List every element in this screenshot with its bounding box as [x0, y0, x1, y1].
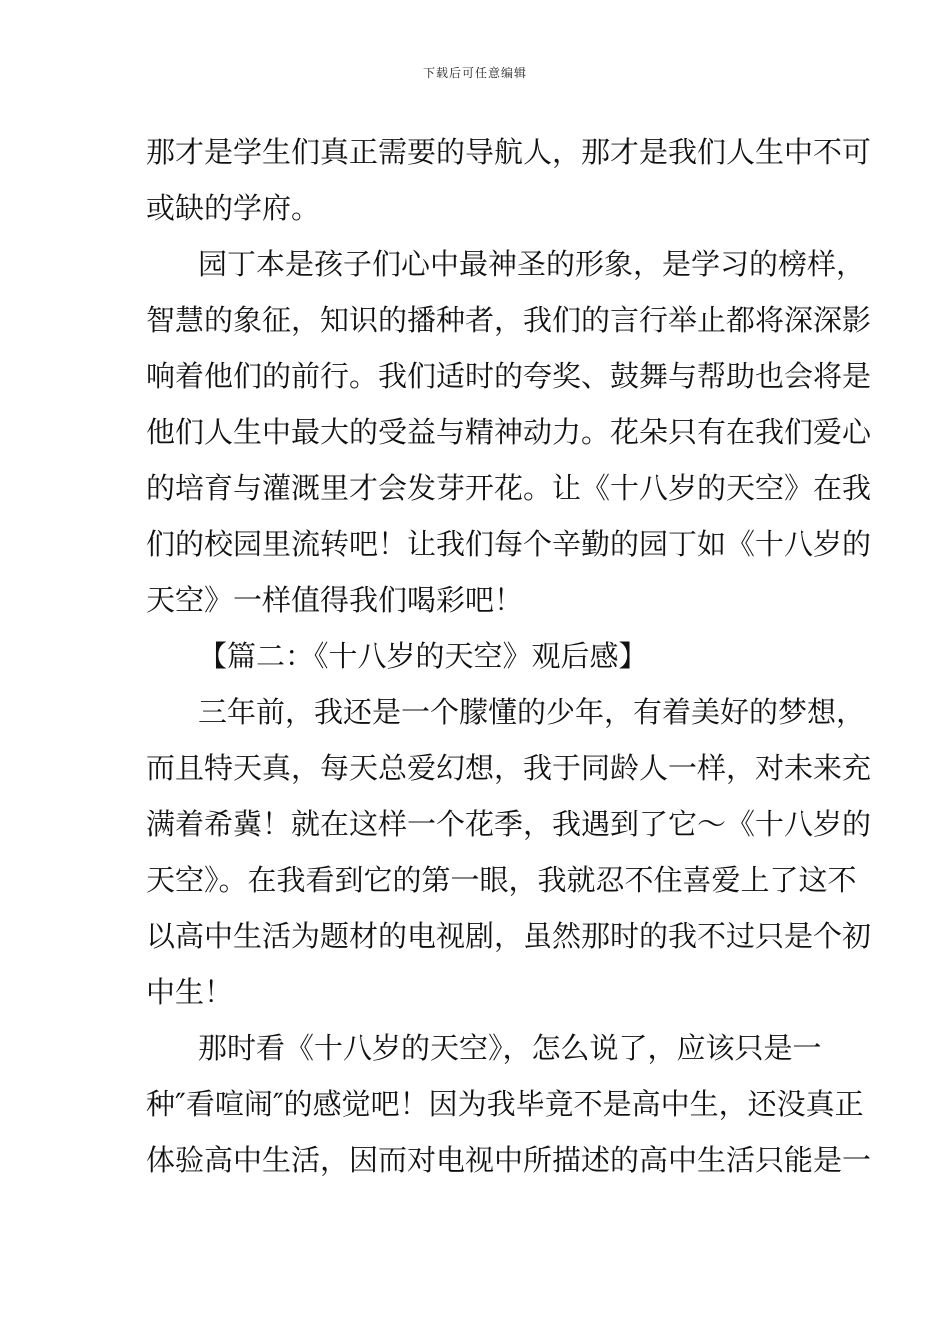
paragraph-line: 的培育与灌溉里才会发芽开花。让《十八岁的天空》在我: [146, 471, 872, 505]
paragraph-line: 天空》。在我看到它的第一眼，我就忍不住喜爱上了这不: [146, 863, 857, 897]
document-body: [146, 124, 872, 1188]
paragraph-line: 那时看《十八岁的天空》，怎么说了，应该只是一: [198, 1031, 822, 1065]
paragraph-line: 而且特天真，每天总爱幻想，我于同龄人一样，对未来充: [146, 751, 872, 785]
paragraph-line: 中生！: [146, 975, 234, 1009]
paragraph-line: 们的校园里流转吧！让我们每个辛勤的园丁如《十八岁的: [146, 527, 872, 561]
header-note: 下载后可任意编辑: [422, 66, 527, 80]
paragraph-line: 或缺的学府。: [146, 191, 321, 225]
paragraph-line: 园丁本是孩子们心中最神圣的形象，是学习的榜样，: [198, 247, 866, 281]
paragraph-line: 那才是学生们真正需要的导航人，那才是我们人生中不可: [146, 135, 872, 169]
paragraph-line: 响着他们的前行。我们适时的夸奖、鼓舞与帮助也会将是: [146, 359, 872, 393]
paragraph-line: 他们人生中最大的受益与精神动力。花朵只有在我们爱心: [146, 415, 872, 449]
paragraph-line: 以高中生活为题材的电视剧，虽然那时的我不过只是个初: [146, 919, 872, 953]
paragraph-line: 种″看喧闹″的感觉吧！因为我毕竟不是高中生，还没真正: [146, 1087, 864, 1121]
paragraph-line: 天空》一样值得我们喝彩吧！: [146, 583, 524, 617]
paragraph-line: 三年前，我还是一个朦懂的少年，有着美好的梦想，: [198, 695, 866, 729]
section-heading: 【篇二：《十八岁的天空》观后感】: [198, 639, 648, 673]
paragraph-line: 体验高中生活，因而对电视中所描述的高中生活只能是一: [146, 1143, 872, 1177]
paragraph-line: 满着希冀！就在这样一个花季，我遇到了它～《十八岁的: [146, 807, 872, 841]
paragraph-line: 智慧的象征，知识的播种者，我们的言行举止都将深深影: [146, 303, 872, 337]
